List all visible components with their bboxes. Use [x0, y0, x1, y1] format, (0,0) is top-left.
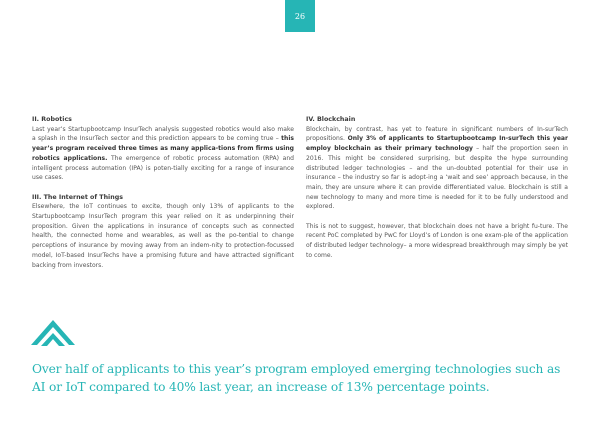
- page-number-tab: [285, 0, 315, 32]
- robotics-text-outro: The emergence of robotic process automation (RPA) and intelligent process automation (IPA) is poten-tially exciting for a range of insurance use cases.: [32, 154, 294, 182]
- robotics-text-highlight: this year’s program received three times as many applica-tions from firms using robotics applications.: [32, 135, 294, 162]
- blockchain-paragraph: [306, 125, 568, 212]
- outer-chevron: [31, 320, 75, 345]
- robotics-paragraph: [32, 125, 294, 183]
- blockchain-text-highlight: Only 3% of applicants to Startupbootcamp In-surTech this year employ blockchain as their primary technology: [306, 135, 568, 153]
- right-column: [306, 115, 568, 261]
- section-heading-robotics: II. Robotics: [32, 116, 72, 123]
- page-number: 26: [294, 11, 306, 21]
- section-heading-iot: III. The Internet of Things: [32, 193, 123, 201]
- section-heading-blockchain: IV. Blockchain: [306, 116, 356, 123]
- robotics-text-intro: Last year’s Startupbootcamp InsurTech analysis suggested robotics would also make a splash in the InsurTech sector and this prediction appears to be coming true –: [32, 125, 294, 143]
- pull-quote: Over half of applicants to this year’s program employed emerging technologies such as AI or IoT compared to 40% last year, an increase of 13% percentage points.: [32, 362, 561, 394]
- iot-paragraph: Elsewhere, the IoT continues to excite, though only 13% of applicants to the Startupbootcamp InsurTech program this year relied on it as underpinning their proposition. Given the applications in insurance of concepts such as connected health, the connected home and wearables, as well as the po-tential to change perceptions of insurance by moving away from an indem-nity to protection-focussed model, IoT-based InsurTechs have a promising future and have attracted significant backing from investors.: [32, 203, 294, 269]
- blockchain-text-outro: – half the proportion seen in 2016. This might be considered surprising, but despite the hype surrounding distributed ledger technologies – and the un-doubted potential for their use in insurance – the industry so far is adopt-ing a ‘wait and see’ approach because, in the main, they are unsure where it can provide differentiated value. Blockchain is still a new technology to many and more time is needed for it to be fully understood and explored.: [306, 145, 568, 211]
- blockchain-text-intro: Blockchain, by contrast, has yet to feature in significant numbers of In-surTech propositions.: [306, 125, 568, 143]
- left-column: [32, 115, 294, 270]
- double-chevron-up-icon: [31, 318, 75, 346]
- blockchain-future-paragraph: This is not to suggest, however, that blockchain does not have a bright fu-ture. The recent PoC completed by PwC for Lloyd’s of London is one exam-ple of the application of distributed ledger technology– a more widespread breakthrough may simply be yet to come.: [306, 222, 568, 259]
